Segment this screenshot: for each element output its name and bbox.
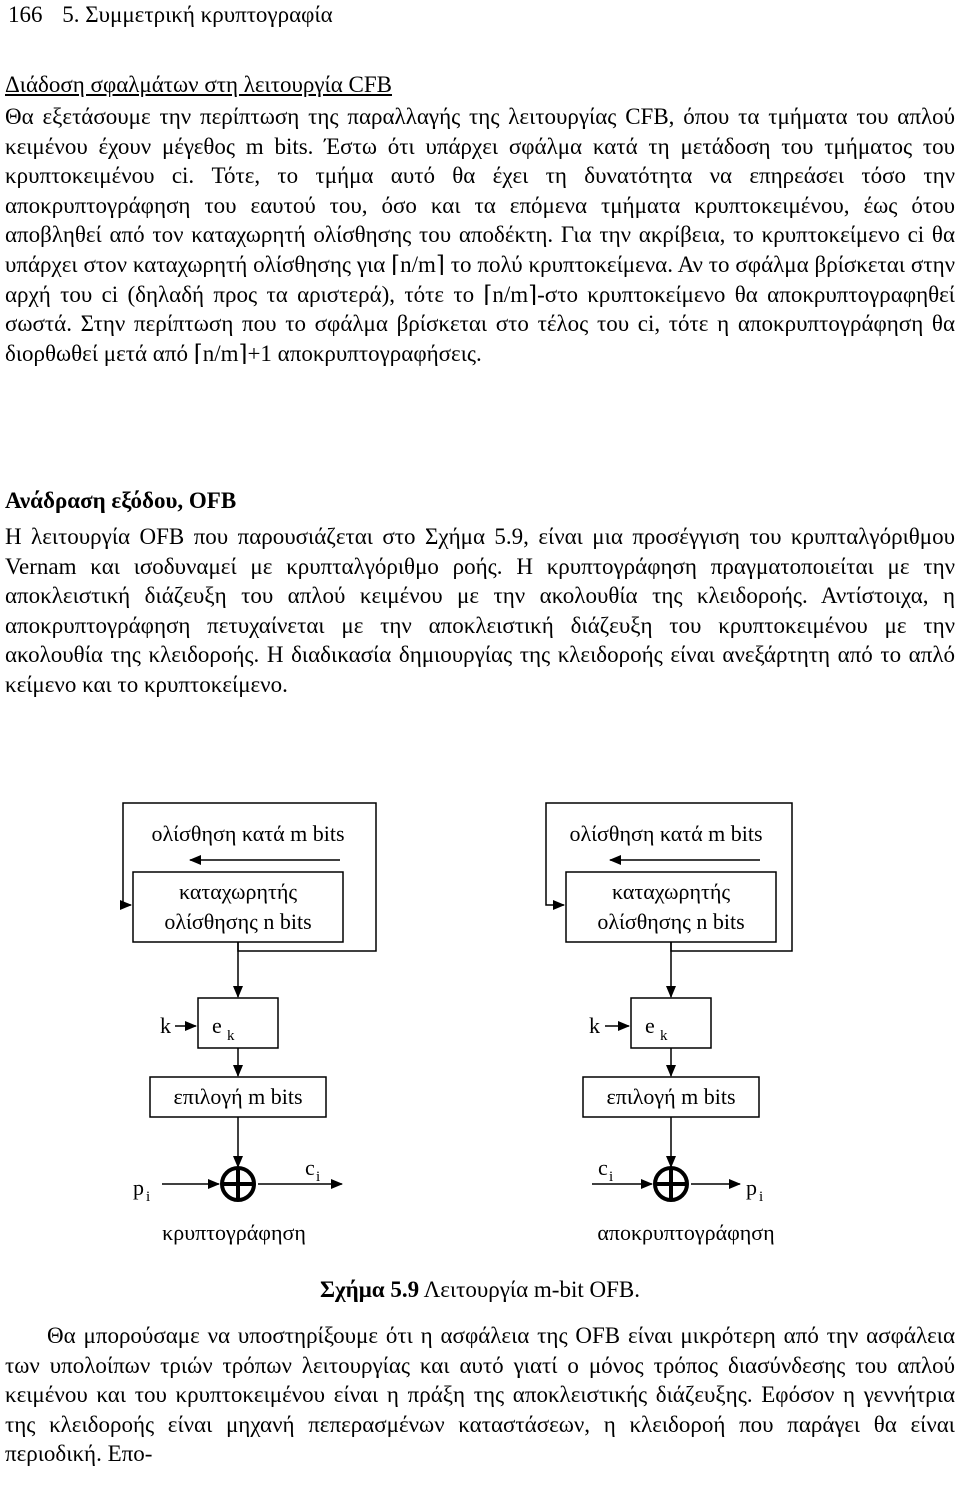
left-shift-label: ολίσθηση κατά m bits [151, 821, 345, 846]
left-input-p: p [133, 1175, 144, 1200]
encryption-diagram [123, 803, 376, 1245]
right-process-label: αποκρυπτογράφηση [597, 1220, 775, 1245]
ofb-paragraph: Η λειτουργία OFB που παρουσιάζεται στο Σχήμα 5.9, είναι μια προσέγγιση του κρυπταλγόριθμου Vernam και ισοδυναμεί με κρυπταλγόριθμο ροής. Η κρυπτογράφηση πραγματοποιείται με την αποκλειστική διάζευξη του απλού κειμένου με την ακολουθία της κλειδοροής. Αντίστοιχα, η αποκρυπτογράφηση πετυχαίνεται με την αποκλειστική διάζευξη του κρυπτοκειμένου με την ακολουθία της κλειδοροής. Η διαδικασία δημιουργίας της κλειδοροής είναι ανεξάρτητη από το απλό κείμενο και το κρυπτοκείμενο. [5, 524, 955, 697]
right-select-label: επιλογή m bits [606, 1084, 736, 1109]
right-enc-sub: k [660, 1028, 668, 1044]
left-output-sub: i [316, 1169, 321, 1185]
decryption-diagram [546, 803, 792, 1245]
right-register-line1: καταχωρητής [611, 879, 731, 904]
page-header [8, 0, 333, 30]
cfb-paragraph: Θα εξετάσουμε την περίπτωση της παραλλαγής της λειτουργίας CFB, όπου τα τμήματα του απλού κειμένου έχουν μέγεθος m bits. Έστω ότι υπάρχει σφάλμα κατά τη μετάδοση του τμήματος του κρυπτοκειμένου ci. Τότε, το τμήμα αυτό θα έχει τη δυνατότητα να επηρεάσει τόσο την αποκρυπτογράφηση του εαυτού του, όσο και τα επόμενα τμήματα κρυπτοκειμένου, έως ότου αποβληθεί από τον καταχωρητή ολίσθησης του αποδέκτη. Για την ακρίβεια, το κρυπτοκείμενο ci θα υπάρχει στον καταχωρητή ολίσθησης για ⌈n/m⌉ το πολύ κρυπτοκείμενα. Αν το σφάλμα βρίσκεται στην αρχή του ci (δηλαδή προς τα αριστερά), τότε το ⌈n/m⌉-στο κρυπτοκείμενο θα αποκρυπτογραφηθεί σωστά. Στην περίπτωση που το σφάλμα βρίσκεται στο τέλος του ci, τότε η αποκρυπτογράφηση θα διορθωθεί μετά από ⌈n/m⌉+1 αποκρυπτογραφήσεις. [5, 104, 955, 366]
left-input-sub: i [146, 1189, 151, 1205]
left-process-label: κρυπτογράφηση [162, 1220, 306, 1245]
left-encryption-box [198, 998, 278, 1048]
right-input-c: c [598, 1155, 608, 1180]
closing-paragraph: Θα μπορούσαμε να υποστηρίξουμε ότι η ασφάλεια της OFB είναι μικρότερη από την ασφάλεια των υπολοίπων τριών τρόπων λειτουργίας και αυτό γιατί ο μόνος τρόπος διασύνδεσης του απλού κειμένου και του κρυπτοκειμένου είναι η πράξη της αποκλειστικής διάζευξης. Εφόσον η γεννήτρια της κλειδοροής είναι μηχανή πεπερασμένων καταστάσεων, η κλειδοροή που παράγει θα είναι περιοδική. Επο- [5, 1323, 955, 1467]
left-output-c: c [305, 1155, 315, 1180]
page-number: 166 [8, 2, 43, 27]
chapter-title: 5. Συμμετρική κρυπτογραφία [62, 2, 333, 27]
right-enc-e: e [645, 1013, 655, 1038]
right-output-p: p [746, 1175, 757, 1200]
ofb-section-heading: Ανάδραση εξόδου, OFB [5, 488, 237, 513]
left-key-label: k [160, 1013, 171, 1038]
left-select-label: επιλογή m bits [173, 1084, 303, 1109]
right-output-sub: i [759, 1189, 764, 1205]
right-xor-icon [655, 1168, 687, 1200]
figure-caption-text: Λειτουργία m-bit OFB. [423, 1277, 640, 1302]
cfb-section-heading: Διάδοση σφαλμάτων στη λειτουργία CFB [5, 72, 392, 97]
figure-caption [0, 1275, 960, 1305]
left-xor-icon [222, 1168, 254, 1200]
right-input-sub: i [609, 1169, 614, 1185]
figure-caption-number: Σχήμα 5.9 [320, 1277, 420, 1302]
right-key-label: k [589, 1013, 600, 1038]
left-register-line2: ολίσθησης n bits [164, 909, 312, 934]
right-encryption-box [631, 998, 711, 1048]
right-register-line2: ολίσθησης n bits [597, 909, 745, 934]
right-shift-label: ολίσθηση κατά m bits [569, 821, 763, 846]
left-register-line1: καταχωρητής [178, 879, 298, 904]
left-enc-sub: k [227, 1028, 235, 1044]
ofb-diagram [0, 795, 960, 1265]
left-enc-e: e [212, 1013, 222, 1038]
